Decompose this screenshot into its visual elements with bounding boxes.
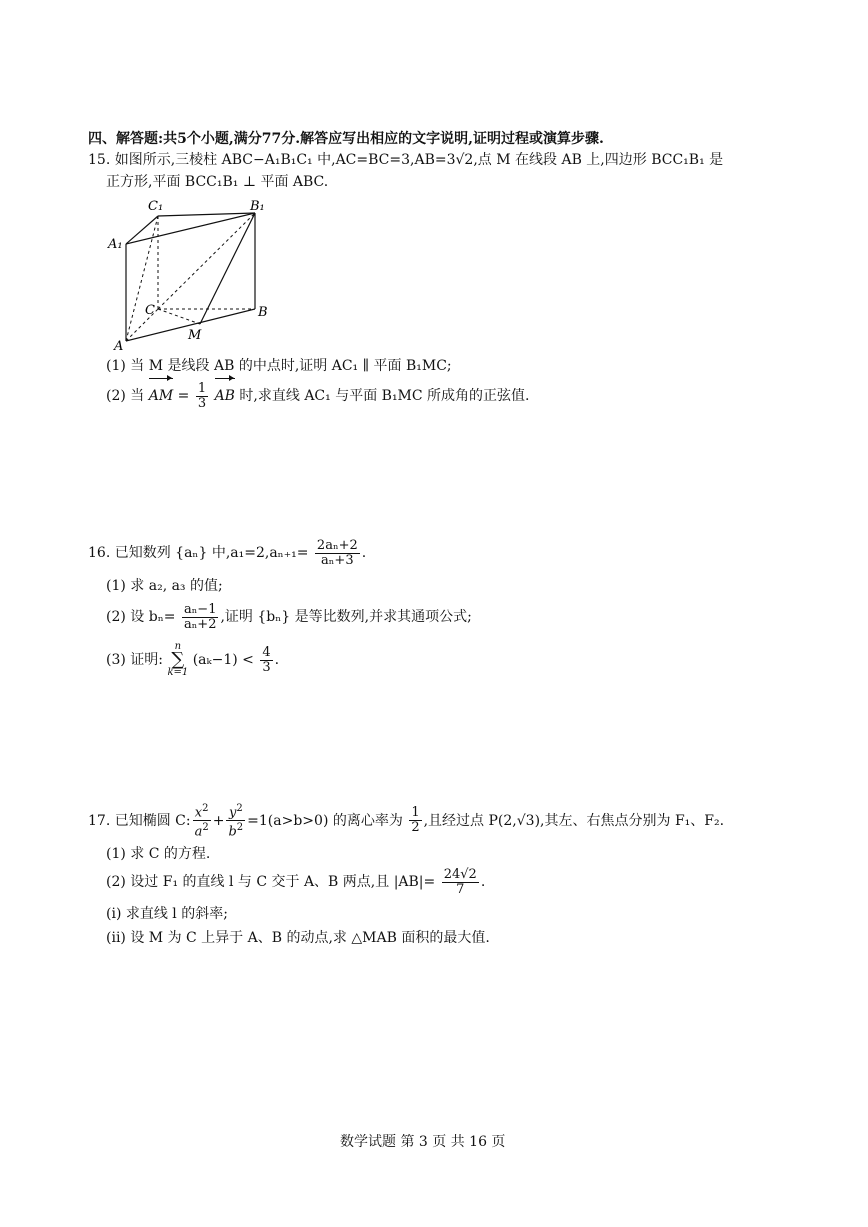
q15-stem-line1: 15. 如图所示,三棱柱 ABC−A₁B₁C₁ 中,AC=BC=3,AB=3√2,点 M 在线段 AB 上,四边形 BCC₁B₁ 是: [88, 152, 724, 168]
q17-part1: (1) 求 C 的方程.: [106, 846, 211, 862]
q16-bound-fraction: [260, 646, 272, 675]
label-b: B: [258, 305, 268, 320]
prism-figure: [100, 196, 290, 356]
q16-bn-fraction: [182, 603, 219, 632]
fraction-one-third: $\frac{1}{3}$: [197, 380, 207, 411]
q17-chord-num: 24√2: [443, 866, 477, 882]
q15-part2: (2) 当 AM = $\frac{1}{3}$ AB 时,求直线 AC₁ 与平面 B₁MC 所成角的正弦值.: [106, 380, 530, 411]
q16-bound-den: 3: [262, 659, 271, 675]
label-c1: C₁: [148, 199, 164, 214]
q16-stem: 16. 已知数列 {aₙ} 中,a₁=2,aₙ₊₁= $\frac{\text{2aₙ+2}}{\text{aₙ+3}}$ .: [88, 537, 367, 568]
page-footer: 数学试题 第 3 页 共 16 页: [340, 1134, 506, 1150]
summation-sign: n ∑ k=1: [167, 641, 189, 678]
label-a1: A₁: [108, 237, 123, 252]
q16-bound-num: 4: [262, 644, 271, 660]
q16-frac-num: 2aₙ+2: [316, 537, 358, 553]
q16-part2: [106, 600, 472, 634]
ellipse-y-term: $\frac{y^2}{b^2}$: [228, 803, 244, 840]
chord-length-fraction: [442, 868, 479, 897]
q15-part2-prefix: (2) 当: [106, 388, 145, 404]
q16-frac-den: aₙ+3: [321, 552, 354, 568]
q16-recurrence-fraction: [315, 539, 360, 568]
q16-part2-prefix: (2) 设 bₙ=: [106, 609, 176, 625]
label-m: M: [188, 328, 202, 343]
q17-stem-middle: =1(a>b>0) 的离心率为: [247, 812, 403, 829]
eccentricity-fraction: $\frac{1}{2}$: [411, 805, 420, 836]
q16-part2-suffix: ,证明 {bₙ} 是等比数列,并求其通项公式;: [220, 609, 472, 625]
q16-part3: (3) 证明: n ∑ k=1 (aₖ−1) < $\frac{4}{3}$ .: [106, 641, 280, 678]
q17-chord-den: 7: [456, 881, 465, 897]
q17-part2-prefix: (2) 设过 F₁ 的直线 l 与 C 交于 A、B 两点,且 |AB|=: [106, 874, 436, 890]
label-b1: B₁: [250, 199, 265, 214]
vector-am: AM: [149, 380, 173, 412]
q15-part2-suffix: 时,求直线 AC₁ 与平面 B₁MC 所成角的正弦值.: [239, 388, 530, 404]
section-title: 四、解答题:共5个小题,满分77分.解答应写出相应的文字说明,证明过程或演算步骤.: [88, 131, 604, 147]
label-c: C: [145, 303, 155, 318]
q15-stem-line2: 正方形,平面 BCC₁B₁ ⊥ 平面 ABC.: [106, 174, 329, 190]
q17-stem-suffix: ,且经过点 P(2,√3),其左、右焦点分别为 F₁、F₂.: [423, 812, 725, 829]
q16-bn-den: aₙ+2: [183, 616, 217, 632]
q16-part3-sum: (aₖ−1) <: [192, 652, 254, 668]
q16-stem-text: 16. 已知数列 {aₙ} 中,a₁=2,aₙ₊₁=: [88, 545, 309, 561]
vector-ab: AB: [215, 380, 235, 412]
q16-part3-prefix: (3) 证明:: [106, 652, 163, 668]
q16-bn-num: aₙ−1: [183, 601, 217, 617]
q16-part1: (1) 求 a₂, a₃ 的值;: [106, 578, 223, 594]
q17-stem: 17. 已知椭圆 C: $\frac{x^2}{a^2}$ + $\frac{y^2}{b^2}$ =1(a>b>0) 的离心率为 $\frac{1}{2}$ ,且经过点 P(2,√3),其左、右焦点分别为 F₁、F₂.: [88, 803, 725, 840]
q17-sub-i: (i) 求直线 l 的斜率;: [106, 906, 228, 922]
ellipse-x-term: $\frac{x^2}{a^2}$: [194, 803, 209, 840]
q17-part2: (2) 设过 F₁ 的直线 l 与 C 交于 A、B 两点,且 |AB|= $\frac{24√2}{7}$ .: [106, 866, 486, 897]
q17-stem-prefix: 17. 已知椭圆 C:: [88, 812, 191, 829]
q17-sub-ii: (ii) 设 M 为 C 上异于 A、B 的动点,求 △MAB 面积的最大值.: [106, 930, 490, 946]
label-a: A: [114, 339, 124, 354]
q15-part1: (1) 当 M 是线段 AB 的中点时,证明 AC₁ ∥ 平面 B₁MC;: [106, 358, 452, 374]
